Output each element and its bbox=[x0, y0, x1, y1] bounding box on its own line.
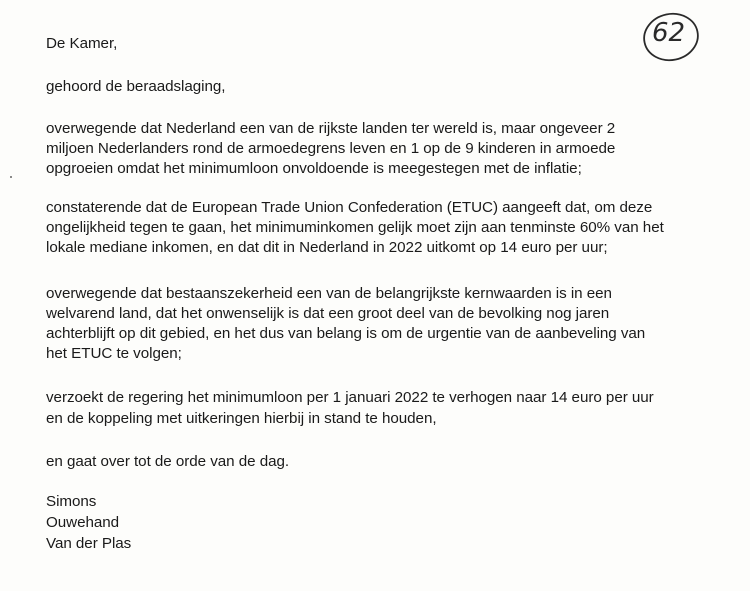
signatory-name: Ouwehand bbox=[46, 514, 120, 531]
paragraph-line: opgroeien omdat het minimumloon onvoldoende is meegestegen met de inflatie; bbox=[46, 160, 582, 177]
paragraph-line: achterblijft op dit gebied, en het dus van belang is om de urgentie van de aanbeveling van bbox=[46, 325, 646, 342]
closing-line: en gaat over tot de orde van de dag. bbox=[46, 453, 290, 470]
motion-number: 62 bbox=[652, 18, 686, 48]
addressee: De Kamer, bbox=[46, 35, 118, 52]
paragraph-line: overwegende dat Nederland een van de rijkste landen ter wereld is, maar ongeveer 2 bbox=[46, 120, 616, 137]
preamble: gehoord de beraadslaging, bbox=[46, 78, 226, 95]
paragraph-line: verzoekt de regering het minimumloon per 1 januari 2022 te verhogen naar 14 euro per uur bbox=[46, 389, 654, 406]
paragraph-line: constaterende dat de European Trade Union Confederation (ETUC) aangeeft dat, om deze bbox=[46, 199, 653, 216]
signatory-name: Van der Plas bbox=[46, 535, 132, 552]
paragraph-line: miljoen Nederlanders rond de armoedegrens leven en 1 op de 9 kinderen in armoede bbox=[46, 140, 616, 157]
signatory-name: Simons bbox=[46, 493, 97, 510]
paragraph-line: overwegende dat bestaanszekerheid een van de belangrijkste kernwaarden is in een bbox=[46, 285, 612, 302]
paragraph-line: welvarend land, dat het onwenselijk is dat een groot deel van de bevolking nog jaren bbox=[46, 305, 610, 322]
paragraph-line: lokale mediane inkomen, en dat dit in Nederland in 2022 uitkomt op 14 euro per uur; bbox=[46, 239, 608, 256]
paragraph-line: en de koppeling met uitkeringen hierbij in stand te houden, bbox=[46, 410, 437, 427]
paragraph-line: het ETUC te volgen; bbox=[46, 345, 182, 362]
scan-speck bbox=[10, 176, 12, 178]
paragraph-line: ongelijkheid tegen te gaan, het minimuminkomen gelijk moet zijn aan tenminste 60% van het bbox=[46, 219, 664, 236]
